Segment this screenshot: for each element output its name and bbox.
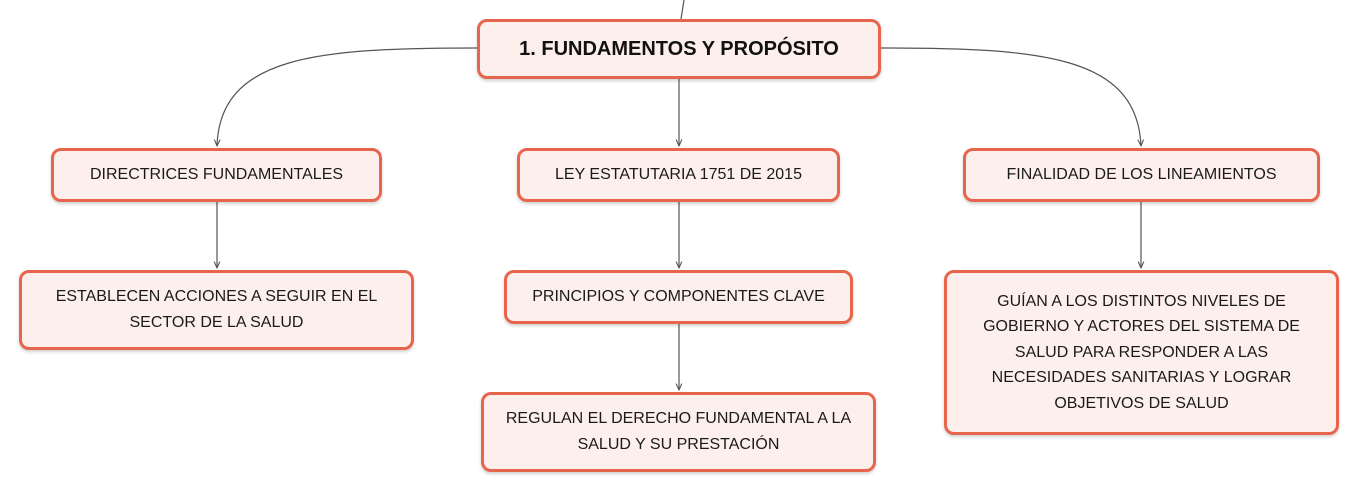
subtopic-establecen-acciones[interactable]	[19, 270, 414, 350]
connector-root-to-finalidad	[881, 48, 1141, 146]
topic-label: DIRECTRICES FUNDAMENTALES	[89, 166, 344, 184]
topic-label: LEY ESTATUTARIA 1751 DE 2015	[555, 166, 802, 184]
subtopic-regulan-derecho[interactable]	[481, 392, 876, 472]
subtopic-label: ESTABLECEN ACCIONES A SEGUIR EN EL SECTOR DE LA SALUD	[55, 288, 378, 331]
subtopic-label: GUÍAN A LOS DISTINTOS NIVELES DE GOBIERNO Y ACTORES DEL SISTEMA DE SALUD PARA RESPONDER A LAS NECESIDADES SANITARIAS Y LOGRAR OBJETIVOS DE SALUD	[983, 292, 1300, 412]
subtopic-principios-componentes[interactable]	[504, 270, 853, 324]
topic-ley-estatutaria[interactable]	[517, 148, 840, 202]
subtopic-guian-niveles[interactable]	[944, 270, 1339, 435]
topic-directrices-fundamentales[interactable]	[51, 148, 382, 202]
topic-label: FINALIDAD DE LOS LINEAMIENTOS	[1006, 166, 1277, 184]
root-topic-label: 1. FUNDAMENTOS Y PROPÓSITO	[519, 38, 839, 60]
connector-parent-to-root	[681, 0, 684, 19]
root-topic-node[interactable]	[477, 19, 881, 79]
subtopic-label: REGULAN EL DERECHO FUNDAMENTAL A LA SALUD Y SU PRESTACIÓN	[505, 410, 852, 453]
subtopic-label: PRINCIPIOS Y COMPONENTES CLAVE	[532, 288, 825, 306]
connector-root-to-directrices	[217, 48, 477, 146]
topic-finalidad-lineamientos[interactable]	[963, 148, 1320, 202]
